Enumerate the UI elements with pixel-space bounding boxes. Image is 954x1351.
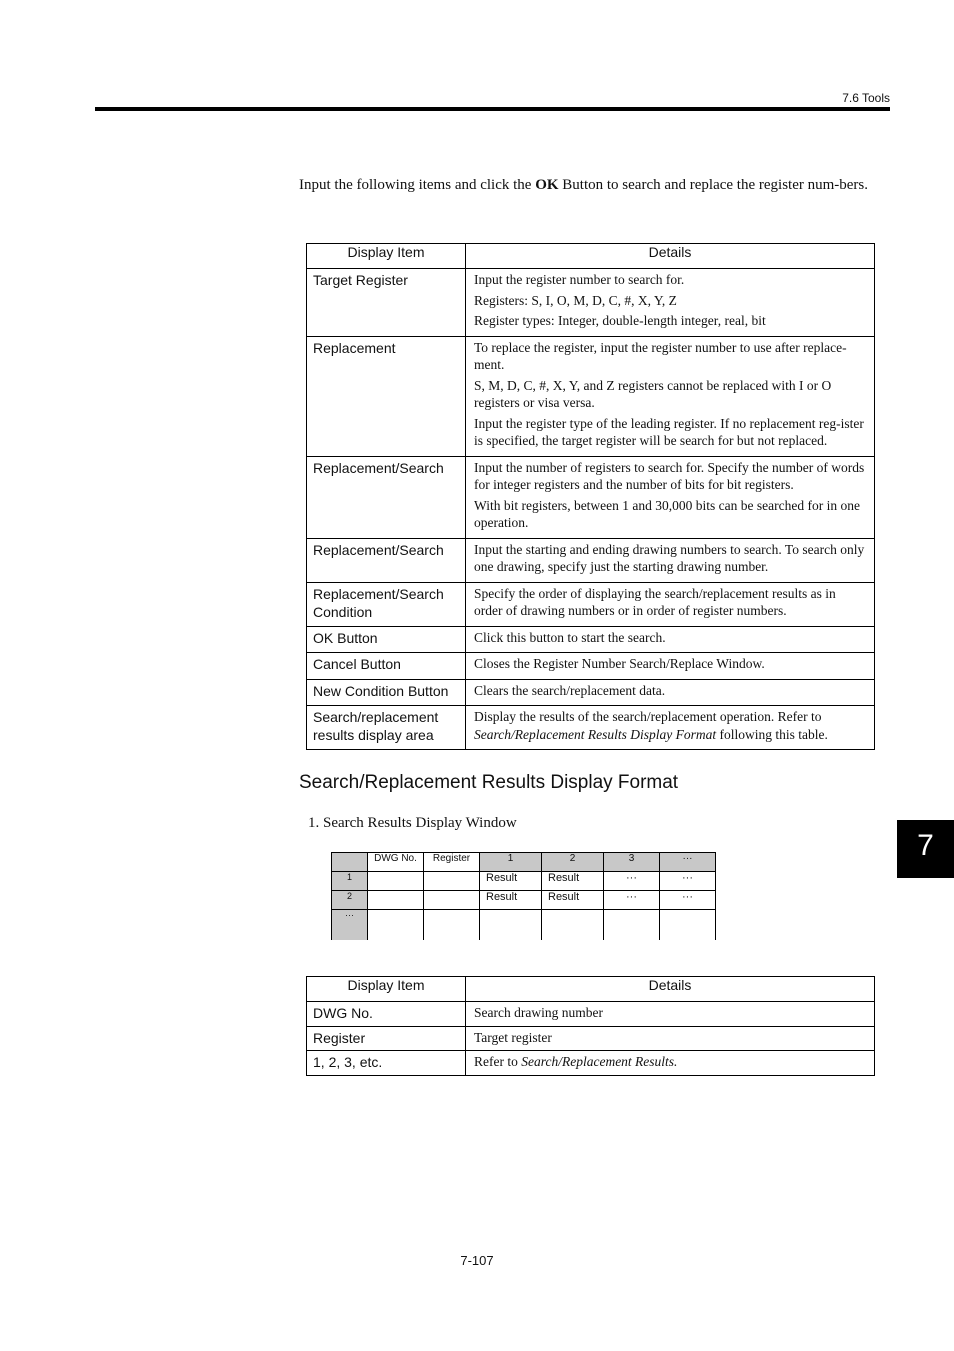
table-header-row: [307, 977, 875, 1002]
grid-cell: [604, 910, 660, 941]
grid-cell: ···: [604, 872, 660, 891]
table-row: [307, 1051, 875, 1076]
table-row: [307, 269, 875, 337]
grid-cell: Result: [480, 872, 542, 891]
details-cell: Display the results of the search/replacement operation. Refer to Search/Replacement Results Display Format following this table.: [466, 706, 875, 750]
grid-cell: [480, 910, 542, 941]
table-row: [307, 706, 875, 750]
grid-cell: Result: [480, 891, 542, 910]
chapter-tab: 7: [897, 820, 954, 878]
column-header: Display Item: [307, 244, 466, 269]
results-items-table: [306, 976, 875, 1076]
intro-paragraph: Input the following items and click the OK Button to search and replace the register num-bers.: [299, 177, 869, 193]
grid-corner-cell: [332, 853, 368, 872]
details-cell: Clears the search/replacement data.: [466, 679, 875, 706]
table-row: [307, 538, 875, 582]
grid-header-cell: Register: [424, 853, 480, 872]
search-results-grid: [331, 852, 716, 940]
details-cell: Target register: [466, 1026, 875, 1051]
item-cell: Replacement: [307, 336, 466, 456]
grid-row-header: ···: [332, 910, 368, 941]
item-cell: OK Button: [307, 626, 466, 653]
column-header: Details: [466, 244, 875, 269]
grid-row: [332, 910, 716, 941]
table-header-row: [307, 244, 875, 269]
section-header: 7.6 Tools: [842, 91, 890, 105]
grid-row-header: 1: [332, 872, 368, 891]
grid-row: [332, 872, 716, 891]
table-row: [307, 626, 875, 653]
section-title: Search/Replacement Results Display Format: [299, 772, 679, 793]
item-cell: New Condition Button: [307, 679, 466, 706]
details-cell: To replace the register, input the register number to use after replace-ment. S, M, D, C, #, X, Y, and Z registers cannot be replaced with I or O registers or visa versa. Input the register type of the leading register. If no replacement reg-ister is specified, the target register will be search for but not replaced.: [466, 336, 875, 456]
table-row: [307, 679, 875, 706]
grid-header-cell: 3: [604, 853, 660, 872]
item-cell: Replacement/Search Condition: [307, 582, 466, 626]
item-cell: Register: [307, 1026, 466, 1051]
details-cell: Specify the order of displaying the search/replacement results as in order of drawing numbers or in order of register numbers.: [466, 582, 875, 626]
grid-header-cell: 1: [480, 853, 542, 872]
header-rule: [95, 107, 890, 111]
grid-cell: Result: [542, 891, 604, 910]
grid-row: [332, 891, 716, 910]
grid-cell: [368, 891, 424, 910]
column-header: Display Item: [307, 977, 466, 1002]
grid-header-cell: DWG No.: [368, 853, 424, 872]
display-items-table: [306, 243, 875, 750]
grid-cell: [424, 910, 480, 941]
grid-cell: [424, 872, 480, 891]
item-cell: Target Register: [307, 269, 466, 337]
details-cell: Refer to Search/Replacement Results.: [466, 1051, 875, 1076]
grid-row-header: 2: [332, 891, 368, 910]
details-cell: Closes the Register Number Search/Replace Window.: [466, 653, 875, 680]
item-cell: Search/replacement results display area: [307, 706, 466, 750]
numbered-list-item: 1. Search Results Display Window: [308, 815, 517, 831]
details-cell: Input the number of registers to search for. Specify the number of words for integer registers and the number of bits for bit registers. With bit registers, between 1 and 30,000 bits can be searched for in one operation.: [466, 456, 875, 538]
grid-cell: ···: [660, 872, 716, 891]
details-cell: Input the register number to search for. Registers: S, I, O, M, D, C, #, X, Y, Z Register types: Integer, double-length integer, real, bit: [466, 269, 875, 337]
item-cell: 1, 2, 3, etc.: [307, 1051, 466, 1076]
grid-cell: [368, 910, 424, 941]
column-header: Details: [466, 977, 875, 1002]
table-row: [307, 456, 875, 538]
details-cell: Click this button to start the search.: [466, 626, 875, 653]
grid-cell: Result: [542, 872, 604, 891]
item-cell: DWG No.: [307, 1002, 466, 1027]
details-cell: Input the starting and ending drawing numbers to search. To search only one drawing, specify just the starting drawing number.: [466, 538, 875, 582]
grid-cell: ···: [660, 891, 716, 910]
grid-header-row: [332, 853, 716, 872]
item-cell: Replacement/Search: [307, 456, 466, 538]
grid-cell: [542, 910, 604, 941]
page-number: 7-107: [460, 1253, 494, 1268]
grid-cell: ···: [604, 891, 660, 910]
grid-header-cell: 2: [542, 853, 604, 872]
table-row: [307, 653, 875, 680]
grid-cell: [424, 891, 480, 910]
item-cell: Replacement/Search: [307, 538, 466, 582]
grid-cell: [660, 910, 716, 941]
grid-header-cell: ···: [660, 853, 716, 872]
table-row: [307, 336, 875, 456]
table-row: [307, 582, 875, 626]
table-row: [307, 1002, 875, 1027]
item-cell: Cancel Button: [307, 653, 466, 680]
grid-cell: [368, 872, 424, 891]
table-row: [307, 1026, 875, 1051]
details-cell: Search drawing number: [466, 1002, 875, 1027]
